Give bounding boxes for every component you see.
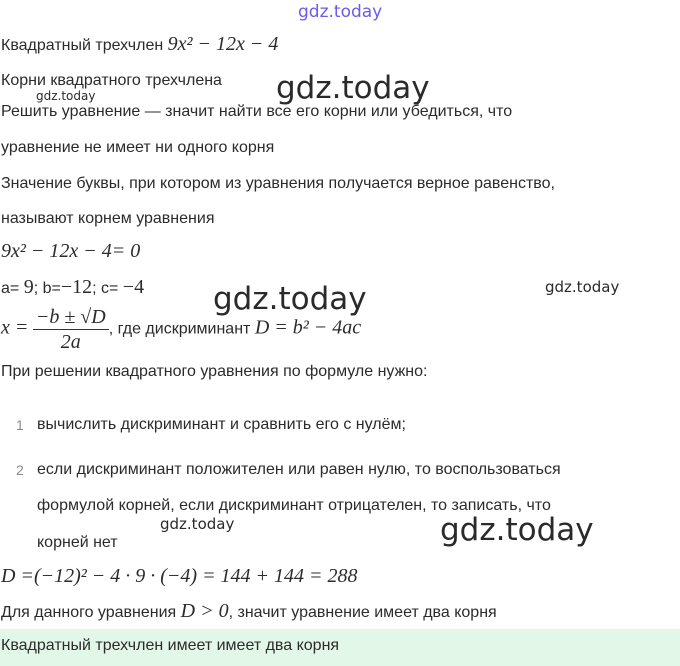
coef-sep-2: ; c= (92, 280, 123, 297)
step-1-text: вычислить дискриминант и сравнить его с нулём; (37, 416, 406, 433)
discriminant-formula: D = b² − 4ac (254, 316, 362, 339)
coef-b-value: −12 (60, 276, 93, 298)
formula-mid-text: , где дискриминант (108, 320, 251, 338)
step-2-number: 2 (16, 462, 24, 478)
watermark-top: gdz.today (298, 2, 383, 22)
coef-a-value: 9 (23, 276, 34, 298)
step-2-line1: если дискриминант положителен или равен нулю, то воспользоваться (37, 461, 561, 478)
heading-text: Квадратный трехчлен (1, 37, 164, 54)
formula-fraction (33, 305, 109, 354)
step-1-number: 1 (16, 417, 24, 433)
formula (1, 305, 361, 354)
coef-c-value: −4 (122, 276, 145, 298)
watermark-6: gdz.today (440, 512, 594, 548)
def1-line2: уравнение не имеет ни одного корня (1, 139, 275, 156)
discriminant-calc: D =(−12)² − 4 · 9 · (−4) = 144 + 144 = 288 (1, 565, 358, 587)
watermark-4: gdz.today (545, 278, 620, 296)
coefficients (1, 276, 144, 300)
method-intro: При решении квадратного уравнения по формуле нужно: (1, 361, 431, 383)
conclusion-pre: Для данного уравнения (1, 604, 177, 621)
coef-sep-1: ; b= (33, 280, 61, 297)
step-2-line2: формулой корней, если дискриминант отрицателен, то записать, что (37, 497, 551, 514)
heading-math: 9x² − 12x − 4 (167, 33, 279, 55)
watermark-1: gdz.today (276, 70, 430, 106)
conclusion-math: D > 0 (180, 600, 229, 622)
step-2-line3: корней нет (37, 534, 118, 551)
formula-numerator: −b ± √D (33, 305, 109, 330)
coef-a-label: a= (1, 280, 24, 297)
def2-line2: называют корнем уравнения (1, 210, 215, 227)
conclusion-post: , значит уравнение имеет два корня (228, 604, 497, 621)
heading (1, 33, 278, 57)
formula-lhs: x = (1, 316, 29, 339)
watermark-5: gdz.today (160, 515, 235, 533)
def2-line1: Значение буквы, при котором из уравнения получается верное равенство, (1, 175, 555, 192)
watermark-2: gdz.today (36, 89, 96, 103)
watermark-3: gdz.today (213, 281, 367, 317)
answer-box (0, 629, 680, 666)
conclusion (1, 600, 497, 624)
formula-denominator: 2a (60, 331, 81, 353)
answer-text: Квадратный трехчлен имеет имеет два корня (1, 637, 340, 654)
equation: 9x² − 12x − 4= 0 (1, 240, 141, 262)
roots-title: Корни квадратного трехчлена (1, 72, 222, 89)
def1-line1: Решить уравнение — значит найти все его корни или убедиться, что (1, 103, 513, 120)
